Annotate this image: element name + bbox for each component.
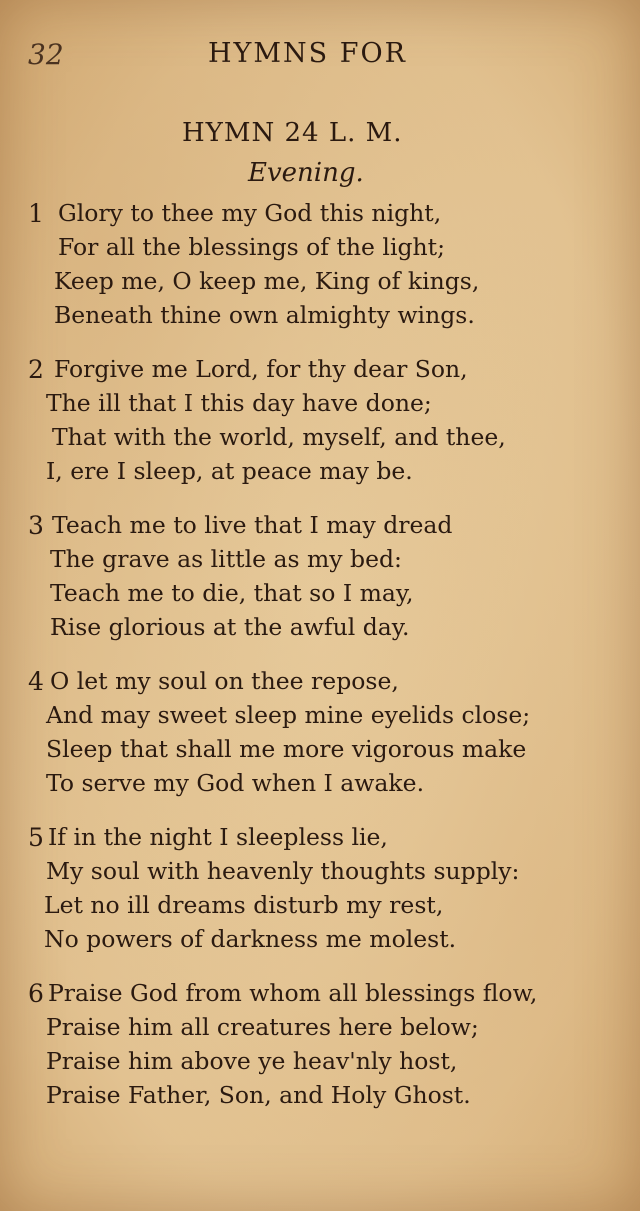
verse-line: If in the night I sleepless lie,	[48, 823, 388, 851]
verse-line: And may sweet sleep mine eyelids close;	[46, 701, 531, 729]
verse-line: That with the world, myself, and thee,	[52, 423, 506, 451]
verse-line: Teach me to die, that so I may,	[50, 579, 414, 607]
verse-line: My soul with heavenly thoughts supply:	[46, 857, 520, 885]
verse-line: Forgive me Lord, for thy dear Son,	[54, 355, 468, 383]
verse-line: Praise Father, Son, and Holy Ghost.	[46, 1081, 471, 1109]
verse-line: The grave as little as my bed:	[50, 545, 402, 573]
page-number: 32	[28, 38, 64, 71]
verse-line: O let my soul on thee repose,	[50, 667, 399, 695]
stanza-number: 3	[28, 511, 44, 540]
verse-line: For all the blessings of the light;	[58, 233, 445, 261]
verse-line: Keep me, O keep me, King of kings,	[54, 267, 480, 295]
verse-line: I, ere I sleep, at peace may be.	[46, 457, 413, 485]
hymn-title: HYMN 24 L. M.	[182, 118, 403, 148]
verse-line: No powers of darkness me molest.	[44, 925, 457, 953]
hymn-subtitle: Evening.	[248, 158, 364, 188]
verse-line: Praise God from whom all blessings flow,	[48, 979, 538, 1007]
verse-line: Teach me to live that I may dread	[52, 511, 453, 539]
verse-line: The ill that I this day have done;	[46, 389, 432, 417]
verse-line: To serve my God when I awake.	[46, 769, 425, 797]
verse-line: Sleep that shall me more vigorous make	[46, 735, 527, 763]
verse-line: Glory to thee my God this night,	[58, 199, 442, 227]
verse-line: Rise glorious at the awful day.	[50, 613, 410, 641]
stanza-number: 2	[28, 355, 44, 384]
running-title: HYMNS FOR	[208, 38, 407, 69]
stanza-number: 1	[28, 199, 44, 228]
verse-line: Praise him above ye heav'nly host,	[46, 1047, 458, 1075]
verse-line: Praise him all creatures here below;	[46, 1013, 479, 1041]
stanza-number: 5	[28, 823, 44, 852]
stanza-number: 4	[28, 667, 44, 696]
stanza-number: 6	[28, 979, 44, 1008]
running-head	[0, 38, 640, 78]
verse-line: Beneath thine own almighty wings.	[54, 301, 475, 329]
verse-line: Let no ill dreams disturb my rest,	[44, 891, 444, 919]
